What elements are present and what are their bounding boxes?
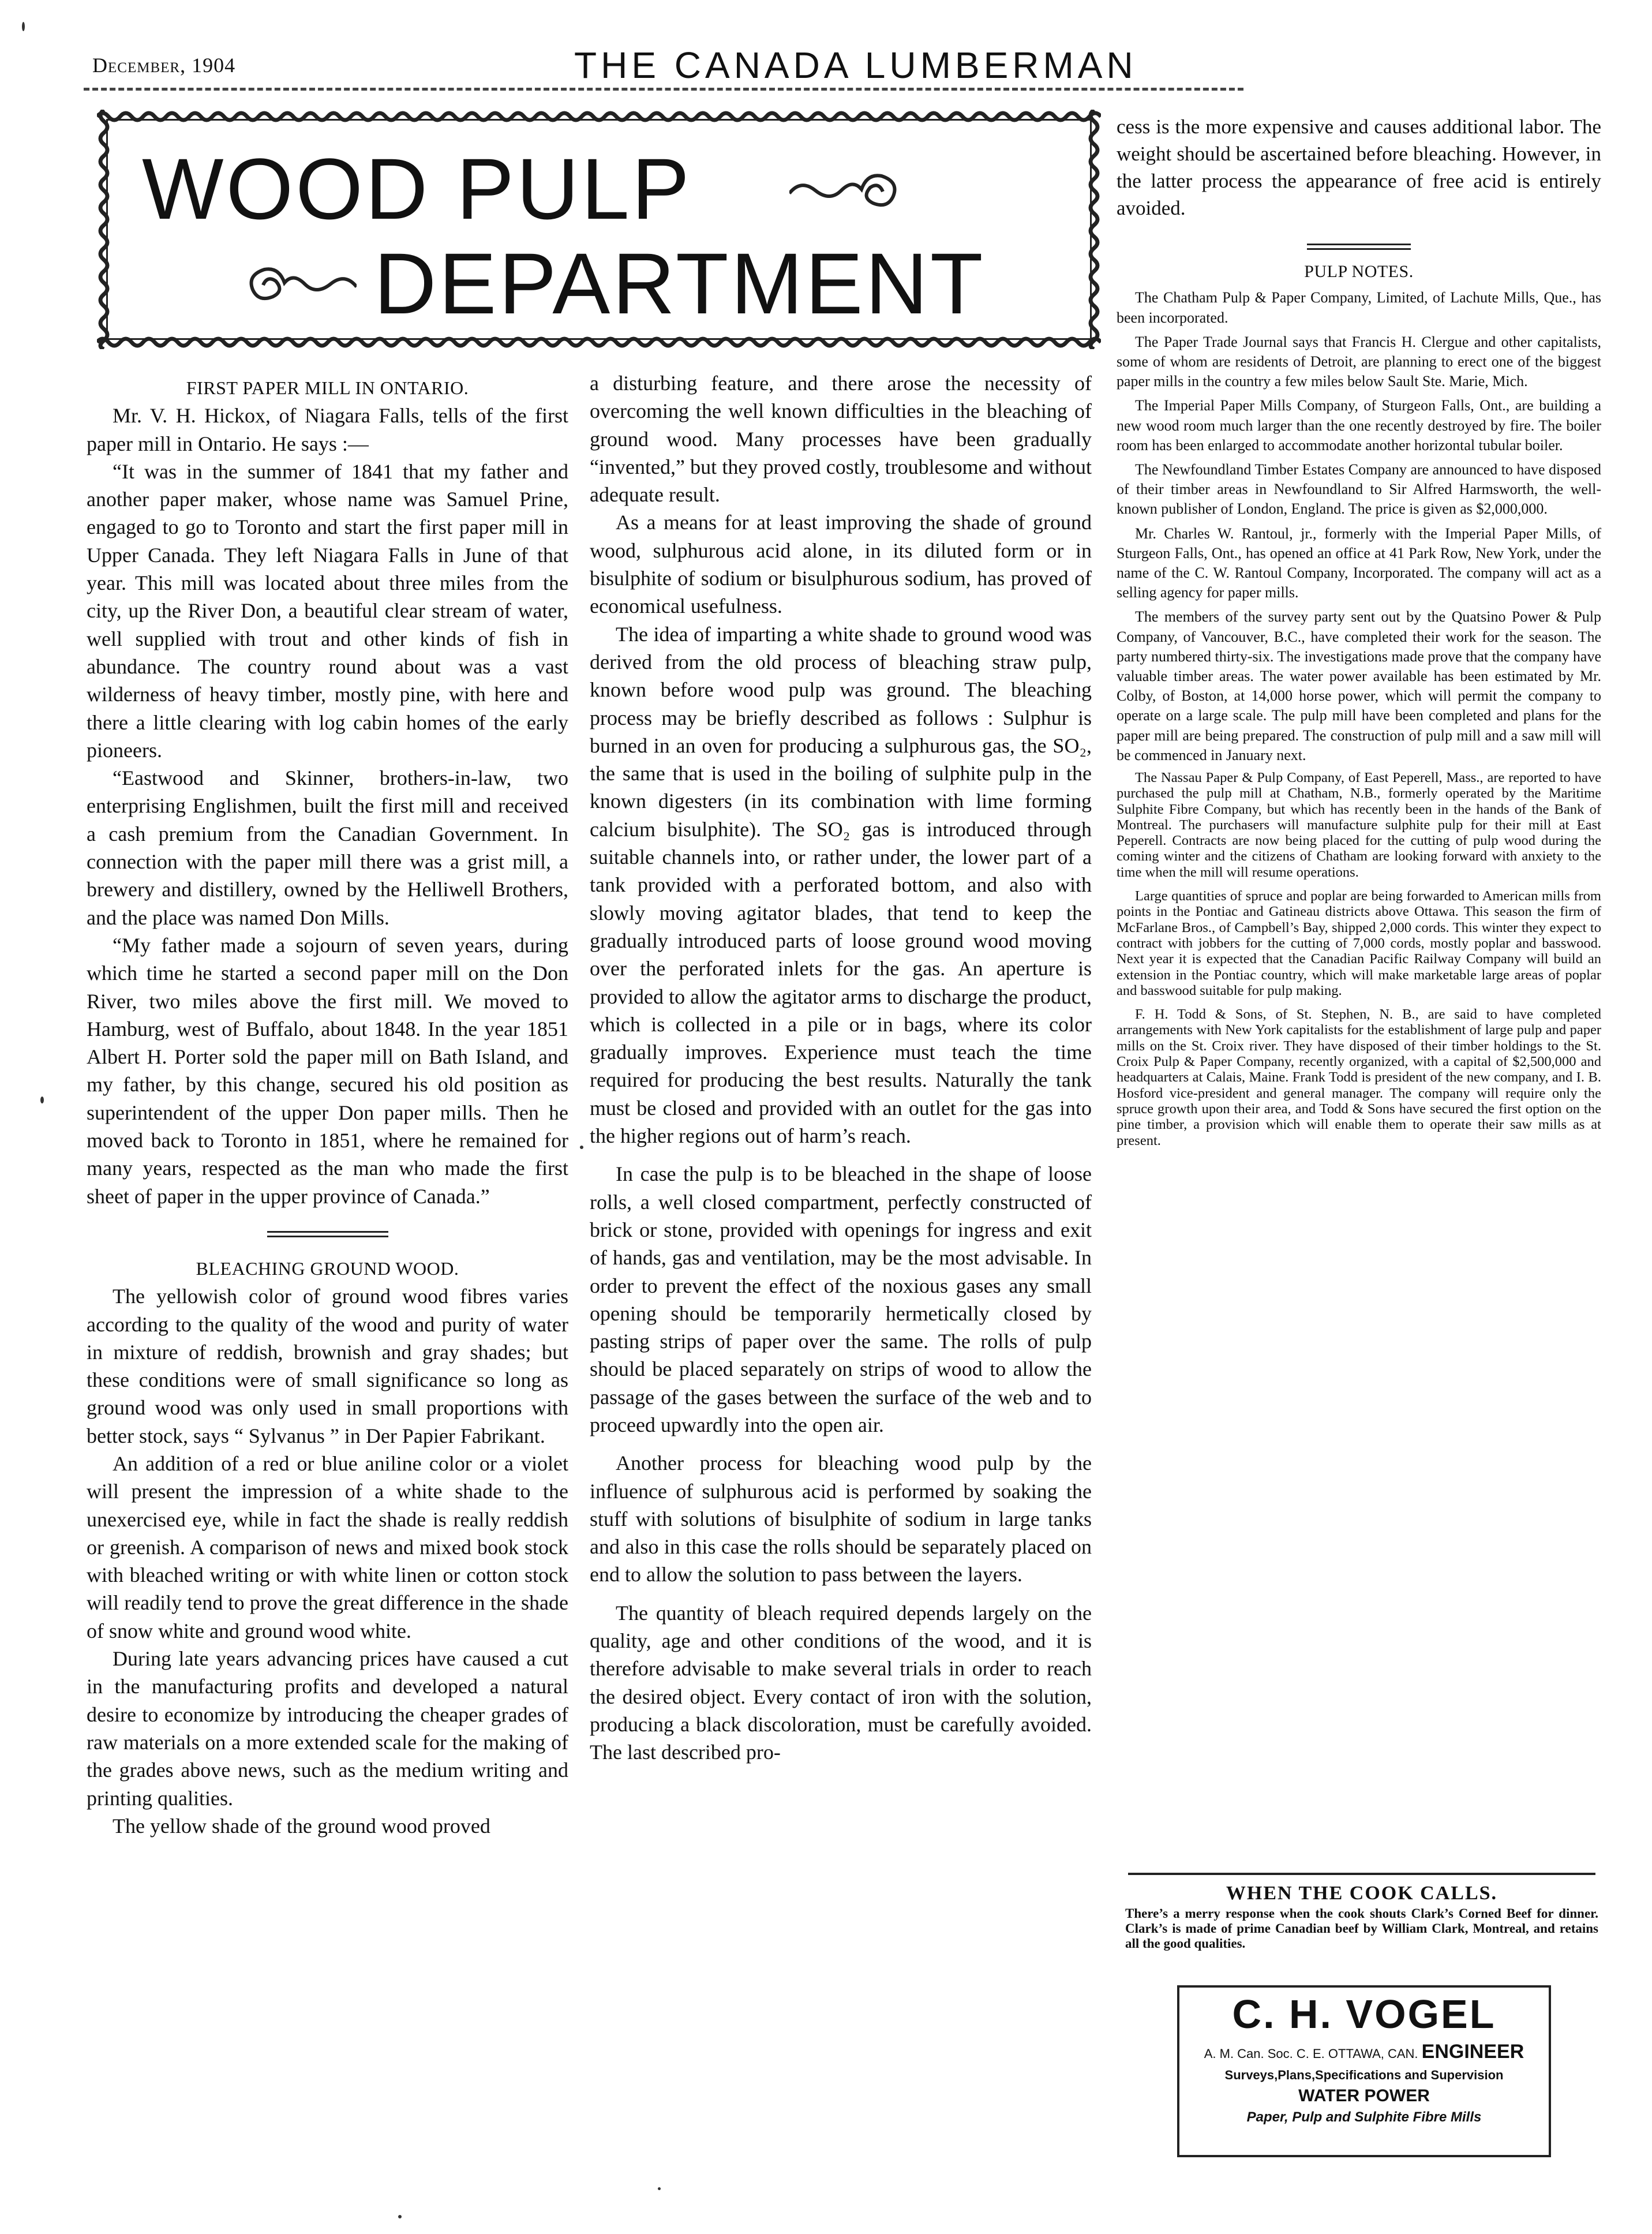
notice-rule <box>1128 1873 1595 1875</box>
article-paragraph: Mr. V. H. Hickox, of Niagara Falls, tells of the first paper mill in Ontario. He says :— <box>87 404 568 455</box>
ad-affiliation: A. M. Can. Soc. C. E. <box>1204 2046 1325 2061</box>
article-paragraph: “It was in the summer of 1841 that my father and another paper maker, whose name was Samuel Prine, engaged to go to Toronto and start the first paper mill in Upper Canada. They left Niagara Falls in June of that year. This mill was located about three miles from the city, up the River Don, a beautiful clear stream of water, well supplied with trout and other kinds of fish in abundance. The country round about was a vast wilderness of heavy timber, mostly pine, with here and there a little clearing with log cabin homes of the early pioneers. <box>87 459 568 762</box>
scan-speck <box>22 22 25 31</box>
flourish-right-icon <box>789 167 905 214</box>
article-paragraph: The quantity of bleach required depends largely on the quality, age and other conditions of the wood, and it is therefore advisable to make several trials in order to reach the desired object. Every contact of iron with the solution, producing a black discoloration, must be carefully avoided. The last described pro- <box>590 1601 1092 1764</box>
article-paragraph: An addition of a red or blue aniline color or a violet will present the impression of a white shade to the unexercised eye, while in fact the shade is really reddish or greenish. A comparison of news and mixed book stock with bleached writing or with white linen or cotton stock will readily tend to prove the great difference in the shade of snow white and ground wood white. <box>87 1451 568 1642</box>
article-paragraph: As a means for at least improving the shade of ground wood, sulphurous acid alone, in its diluted form or in bisulphite of sodium or bisulphurous sodium, has proved of economical usefulness. <box>590 511 1092 618</box>
column-2 <box>590 369 1092 1767</box>
ad-name: C. H. VOGEL <box>1232 1992 1496 2037</box>
pulp-notes-list-small <box>1117 770 1601 1148</box>
scan-speck <box>398 2215 402 2218</box>
article-paragraph: The yellow shade of the ground wood proved <box>113 1814 490 1838</box>
pulp-note: The Chatham Pulp & Paper Company, Limited, of Lachute Mills, Que., has been incorporated. <box>1117 289 1601 326</box>
department-banner <box>97 110 1101 349</box>
pulp-note: The members of the survey party sent out by the Quatsino Power & Pulp Company, of Vancouver, B.C., have completed their work for the season. The party numbered thirty-six. The investigations made prove that the company have valuable timber areas. The water power available has been estimated by Mr. Colby, of Boston, at 14,000 horse power, which will permit the company to operate on a large scale. The pulp mill have been completed and plans for the paper mill are being prepared. The construction of pulp mill and a saw mill will be commenced in January next. <box>1117 608 1601 764</box>
article-paragraph: a disturbing feature, and there arose the necessity of overcoming the well known difficulties in the bleaching of ground wood. Many processes have been gradually “invented,” but they proved costly, troublesome and without adequate result. <box>590 372 1092 507</box>
pulp-note: The Nassau Paper & Pulp Company, of East Peperell, Mass., are reported to have purchased the pulp mill at Chatham, N.B., formerly operated by the Maritime Sulphite Fibre Company, but which has recently been in the hands of the Bank of Montreal. The purchasers will manufacture sulphite pulp for their mill at East Peperell. Contracts are now being placed for the cutting of pulp wood during the coming winter and the citizens of Chatham are looking forward with anxiety to the time when the mill will resume operations. <box>1117 769 1601 880</box>
masthead-rule <box>84 88 1243 91</box>
ad-credentials <box>1179 2041 1549 2063</box>
article-paragraph: The idea of imparting a white shade to ground wood was derived from the old process of bleaching straw pulp, known before wood pulp was ground. The bleaching process may be briefly described as follows : Sulphur is burned in an oven for producing a sulphurous gas, the SO₂, the same that is used in the boiling of sulphite pulp in the known digesters (in its combination with lime forming calcium bisulphite). The SO₂ gas is introduced through suitable channels into, or rather under, the lower part of a tank provided with a perforated bottom, and also with slowly moving agitator blades, that tend to keep the gradually introduced parts of loose ground wood moving over the perforated inlets for the gas. An aperture is provided to allow the agitator arms to discharge the product, which is collected in a pile or in bags, where its color gradually improves. Experience must teach the time required for producing the best results. Naturally the tank must be closed and provided with an outlet for the gas into the higher regions out of harm’s reach. <box>590 622 1092 1148</box>
vogel-advertisement <box>1177 1985 1551 2157</box>
cook-notice-body: There’s a merry response when the cook shouts Clark’s Corned Beef for dinner. Clark’s is made of prime Canadian beef by William Clark, Montreal, and retains all the good qualities. <box>1125 1906 1598 1951</box>
pulp-notes-heading: PULP NOTES. <box>1304 262 1414 281</box>
article-paragraph: “My father made a sojourn of seven years, during which time he started a second paper mill on the Don River, two miles above the first mill. We moved to Hamburg, west of Buffalo, about 1848. In the year 1851 Albert H. Porter sold the paper mill on Bath Island, and my father, by this change, secured his old position as superintendent of the upper Don paper mills. Then he moved back to Toronto in 1851, where he remained for many years, respected as the man who made the first sheet of paper in the upper province of Canada.” <box>87 933 568 1208</box>
article-paragraph: “Eastwood and Skinner, brothers-in-law, two enterprising Englishmen, built the first mill and received a cash premium from the Canadian Government. In connection with the paper mill there was a grist mill, a brewery and distillery, owned by the Helliwell Brothers, and the place was named Don Mills. <box>87 766 568 929</box>
article-paragraph: cess is the more expensive and causes additional labor. The weight should be ascertained before bleaching. However, in the latter process the appearance of free acid is entirely avoided. <box>1117 115 1601 219</box>
pulp-note: The Imperial Paper Mills Company, of Sturgeon Falls, Ont., are building a new wood room much larger than the one recently destroyed by fire. The boiler room has been enlarged to accommodate another horizontal tubular boiler. <box>1117 397 1601 454</box>
article-paragraph: In case the pulp is to be bleached in the shape of loose rolls, a well closed compartment, perfectly constructed of brick or stone, provided with openings for ingress and exit of hands, gas and ventilation, may be the most advisable. In order to prevent the effect of the noxious gases any small opening should be temporarily hermetically closed by pasting strips of paper over the same. The rolls of pulp should be placed separately on strips of wood to allow the passage of the gases between the surface of the web and to proceed upwardly into the open air. <box>590 1162 1092 1436</box>
article-heading-bleaching: BLEACHING GROUND WOOD. <box>196 1258 459 1279</box>
banner-title-line2: DEPARTMENT <box>374 235 986 332</box>
section-divider <box>267 1231 388 1237</box>
article-paragraph: During late years advancing prices have caused a cut in the manufacturing profits and developed a natural desire to economize by introducing the cheaper grades of raw materials on a more extended scale for the making of the grades above news, such as the medium writing and printing qualities. <box>87 1647 568 1810</box>
ad-services: Surveys,Plans,Specifications and Supervision <box>1224 2068 1504 2082</box>
pulp-note: Large quantities of spruce and poplar are being forwarded to American mills from points in the Pontiac and Gatineau districts above Ottawa. This season the firm of McFarlane Bros., of Campbell’s Bay, shipped 2,000 cords. This winter they expect to contract with jobbers for the cutting of 7,000 cords, mostly poplar and basswood. Next year it is expected that the Canadian Pacific Railway Company will build an extension in the Pontiac country, which will make marketable large areas of poplar and basswood suitable for pulp making. <box>1117 888 1601 998</box>
pulp-note: The Paper Trade Journal says that Francis H. Clergue and other capitalists, some of whom are residents of Detroit, are planning to erect one of the biggest paper mills in the country a few miles below Sault Ste. Marie, Mich. <box>1117 333 1601 390</box>
section-divider <box>1307 244 1411 250</box>
pulp-notes-list <box>1117 288 1601 765</box>
banner-title-line1: WOOD PULP <box>142 140 692 237</box>
journal-title: THE CANADA LUMBERMAN <box>574 44 1137 86</box>
pulp-note: F. H. Todd & Sons, of St. Stephen, N. B., are said to have completed arrangements with New York capitalists for the establishment of large pulp and paper mills on the St. Croix river. They have disposed of their timber holdings to the St. Croix Pulp & Paper Company, recently organized, with a capital of $2,500,000 and headquarters at Calais, Maine. Frank Todd is president of the new company, and I. B. Hosford vice-president and general manager. The company will require only the spruce growth upon their area, and Todd & Sons have secured the first option on the pine timber, a provision which will enable them to operate their saw mills as at present. <box>1117 1006 1601 1148</box>
scan-speck <box>580 1146 583 1149</box>
issue-date: December, 1904 <box>92 54 236 77</box>
ad-city: OTTAWA, CAN. <box>1328 2046 1418 2061</box>
article-paragraph: The yellowish color of ground wood fibres varies according to the quality of the wood and purity of water in mixture of reddish, brownish and gray shades; but these conditions were of small significance so long as ground wood was only used in small proportions with better stock, says “ Sylvanus ” in Der Papier Fabrikant. <box>87 1285 568 1447</box>
scan-speck <box>40 1097 44 1103</box>
article-paragraph: Another process for bleaching wood pulp by the influence of sulphurous acid is performed by soaking the stuff with solutions of bisulphite of sodium in large tanks and also in this case the rolls should be separately placed on end to allow the solution to pass between the layers. <box>590 1451 1092 1586</box>
ad-water-power: WATER POWER <box>1298 2086 1430 2105</box>
column-3 <box>1117 113 1601 1148</box>
column-1 <box>87 374 568 1840</box>
flourish-left-icon <box>241 261 357 307</box>
article-heading-first-paper-mill: FIRST PAPER MILL IN ONTARIO. <box>186 377 469 398</box>
ad-mill-types: Paper, Pulp and Sulphite Fibre Mills <box>1246 2109 1482 2125</box>
pulp-note: The Newfoundland Timber Estates Company are announced to have disposed of their timber areas in Newfoundland to Sir Alfred Harmsworth, the well-known publisher of London, England. The price is given as $2,000,000. <box>1117 461 1601 518</box>
ad-title: ENGINEER <box>1421 2041 1524 2063</box>
cook-notice-heading: WHEN THE COOK CALLS. <box>1226 1883 1498 1904</box>
pulp-note: Mr. Charles W. Rantoul, jr., formerly with the Imperial Paper Mills, of Sturgeon Falls, Ont., has opened an office at 41 Park Row, New York, under the name of the C. W. Rantoul Company, Incorporated. The company will act as a selling agency for paper mills. <box>1117 525 1601 601</box>
scan-speck <box>658 2187 661 2190</box>
